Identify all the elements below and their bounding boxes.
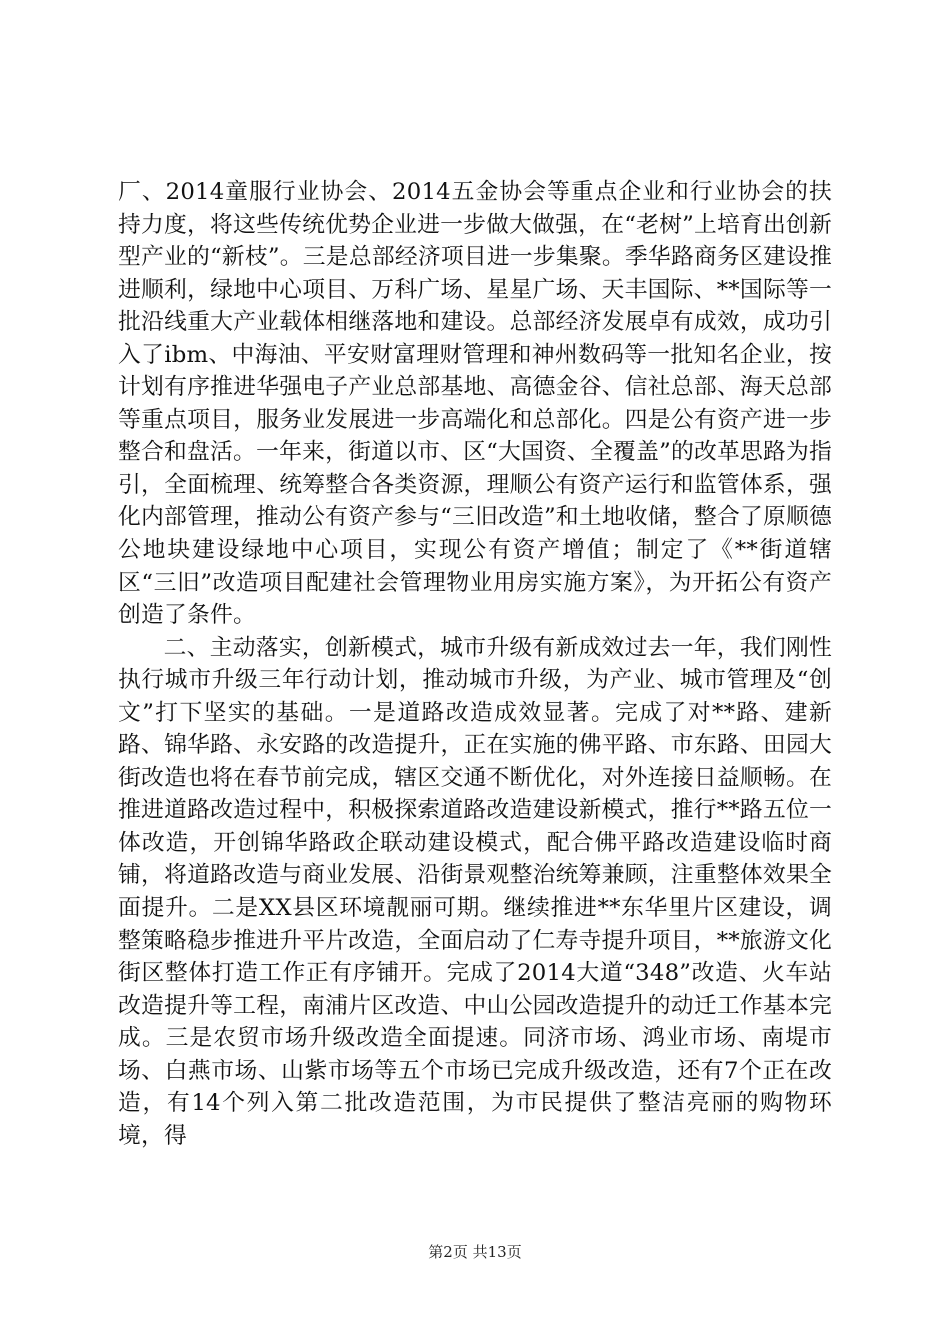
document-body bbox=[118, 176, 832, 1152]
page-footer bbox=[0, 1242, 950, 1262]
paragraph-1: 厂、2014童服行业协会、2014五金协会等重点企业和行业协会的扶持力度，将这些传统优势企业进一步做大做强，在“老树”上培育出创新型产业的“新枝”。三是总部经济项目进一步集聚。季华路商务区建设推进顺利，绿地中心项目、万科广场、星星广场、天丰国际、**国际等一批沿线重大产业载体相继落地和建设。总部经济发展卓有成效，成功引入了ibm、中海油、平安财富理财管理和神州数码等一批知名企业，按计划有序推进华强电子产业总部基地、高德金谷、信社总部、海天总部等重点项目，服务业发展进一步高端化和总部化。四是公有资产进一步整合和盘活。一年来，街道以市、区“大国资、全覆盖”的改革思路为指引，全面梳理、统筹整合各类资源，理顺公有资产运行和监管体系，强化内部管理，推动公有资产参与“三旧改造”和土地收储，整合了原顺德公地块建设绿地中心项目，实现公有资产增值；制定了《**街道辖区“三旧”改造项目配建社会管理物业用房实施方案》，为开拓公有资产创造了条件。 bbox=[118, 179, 832, 629]
paragraph-2: 二、主动落实，创新模式，城市升级有新成效过去一年，我们刚性执行城市升级三年行动计划，推动城市升级，为产业、城市管理及“创文”打下坚实的基础。一是道路改造成效显著。完成了对**路、建新路、锦华路、永安路的改造提升，正在实施的佛平路、市东路、田园大街改造也将在春节前完成，辖区交通不断优化，对外连接日益顺畅。在推进道路改造过程中，积极探索道路改造建设新模式，推行**路五位一体改造，开创锦华路政企联动建设模式，配合佛平路改造建设临时商铺，将道路改造与商业发展、沿街景观整治统筹兼顾，注重整体效果全面提升。二是XX县区环境靓丽可期。继续推进**东华里片区建设，调整策略稳步推进升平片改造，全面启动了仁寿寺提升项目，**旅游文化街区整体打造工作正有序铺开。完成了2014大道“348”改造、火车站改造提升等工程，南浦片区改造、中山公园改造提升的动迁工作基本完成。三是农贸市场升级改造全面提速。同济市场、鸿业市场、南堤市场、白燕市场、山紫市场等五个市场已完成升级改造，还有7个正在改造，有14个列入第二批改造范围，为市民提供了整洁亮丽的购物环境，得 bbox=[118, 634, 832, 1149]
page-number-label: 第2页 共13页 bbox=[428, 1243, 522, 1261]
